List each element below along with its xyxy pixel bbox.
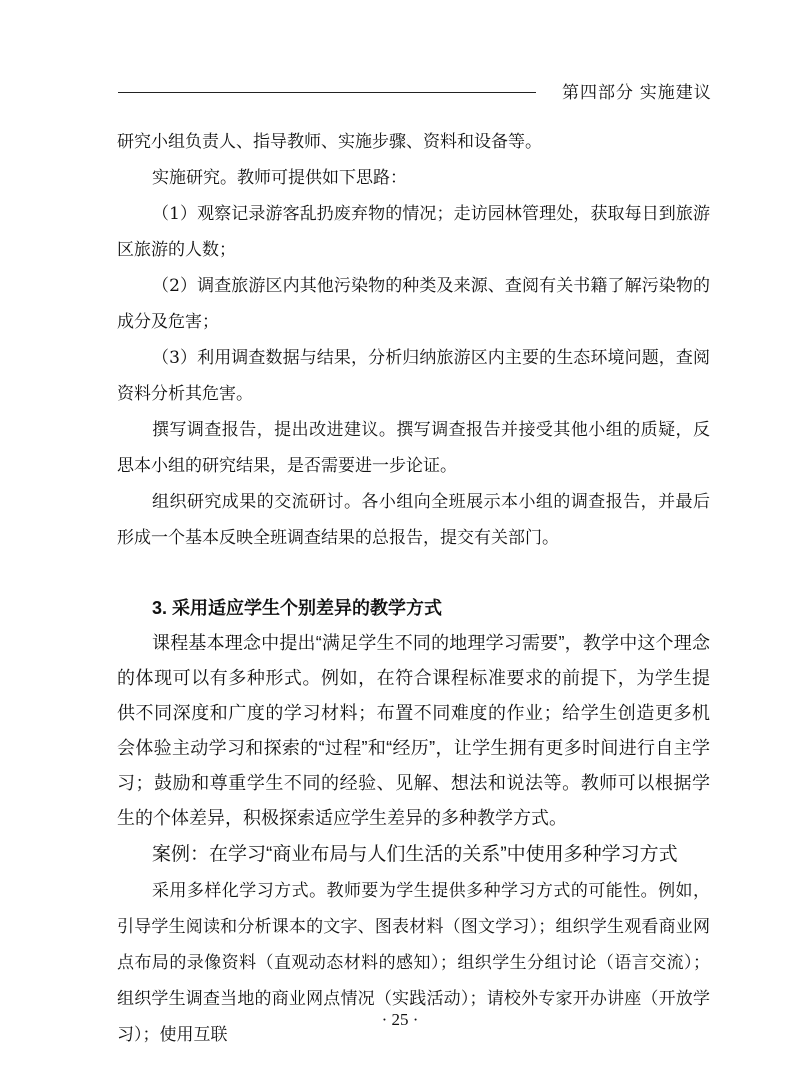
paragraph-exchange-results: 组织研究成果的交流研讨。各小组向全班展示本小组的调查报告，并最后形成一个基本反映全班调查结果的总报告，提交有关部门。 bbox=[117, 492, 710, 548]
header-rule bbox=[118, 92, 536, 93]
page-number: · 25 · bbox=[381, 1010, 419, 1029]
section-gap bbox=[117, 556, 710, 590]
paragraph-write-report: 撰写调查报告，提出改进建议。撰写调查报告并接受其他小组的质疑，反思本小组的研究结果，是否需要进一步论证。 bbox=[117, 420, 710, 476]
paragraph-continuation: 研究小组负责人、指导教师、实施步骤、资料和设备等。 bbox=[117, 132, 542, 152]
paragraph-implement-research: 实施研究。教师可提供如下思路： bbox=[152, 168, 407, 188]
section-heading: 3. 采用适应学生个别差异的教学方式 bbox=[152, 598, 443, 618]
paragraph-idea-2: （2）调查旅游区内其他污染物的种类及来源、查阅有关书籍了解污染物的成分及危害； bbox=[117, 276, 710, 332]
case-body: 采用多样化学习方式。教师要为学生提供多种学习方式的可能性。例如，引导学生阅读和分析课本的文字、图表材料（图文学习）；组织学生观看商业网点布局的录像资料（直观动态材料的感知）；组织学生分组讨论（语言交流）；组织学生调查当地的商业网点情况（实践活动）；请校外专家开办讲座（开放学习）；使用互联 bbox=[117, 881, 710, 1045]
running-header: 第四部分 实施建议 bbox=[562, 83, 712, 102]
paragraph-idea-1: （1）观察记录游客乱扔废弃物的情况；走访园林管理处，获取每日到旅游区旅游的人数； bbox=[117, 204, 710, 260]
section-body: 课程基本理念中提出“满足学生不同的地理学习需要”，教学中这个理念的体现可以有多种形式。例如，在符合课程标准要求的前提下，为学生提供不同深度和广度的学习材料；布置不同难度的作业；给学生创造更多机会体验主动学习和探索的“过程”和“经历”，让学生拥有更多时间进行自主学习；鼓励和尊重学生不同的经验、见解、想法和说法等。教师可以根据学生的个体差异，积极探索适应学生差异的多种教学方式。 bbox=[117, 633, 710, 828]
paragraph-idea-3: （3）利用调查数据与结果，分析归纳旅游区内主要的生态环境问题，查阅资料分析其危害。 bbox=[117, 348, 710, 404]
case-heading: 案例：在学习“商业布局与人们生活的关系”中使用多种学习方式 bbox=[152, 844, 678, 865]
page-body bbox=[117, 124, 710, 1053]
